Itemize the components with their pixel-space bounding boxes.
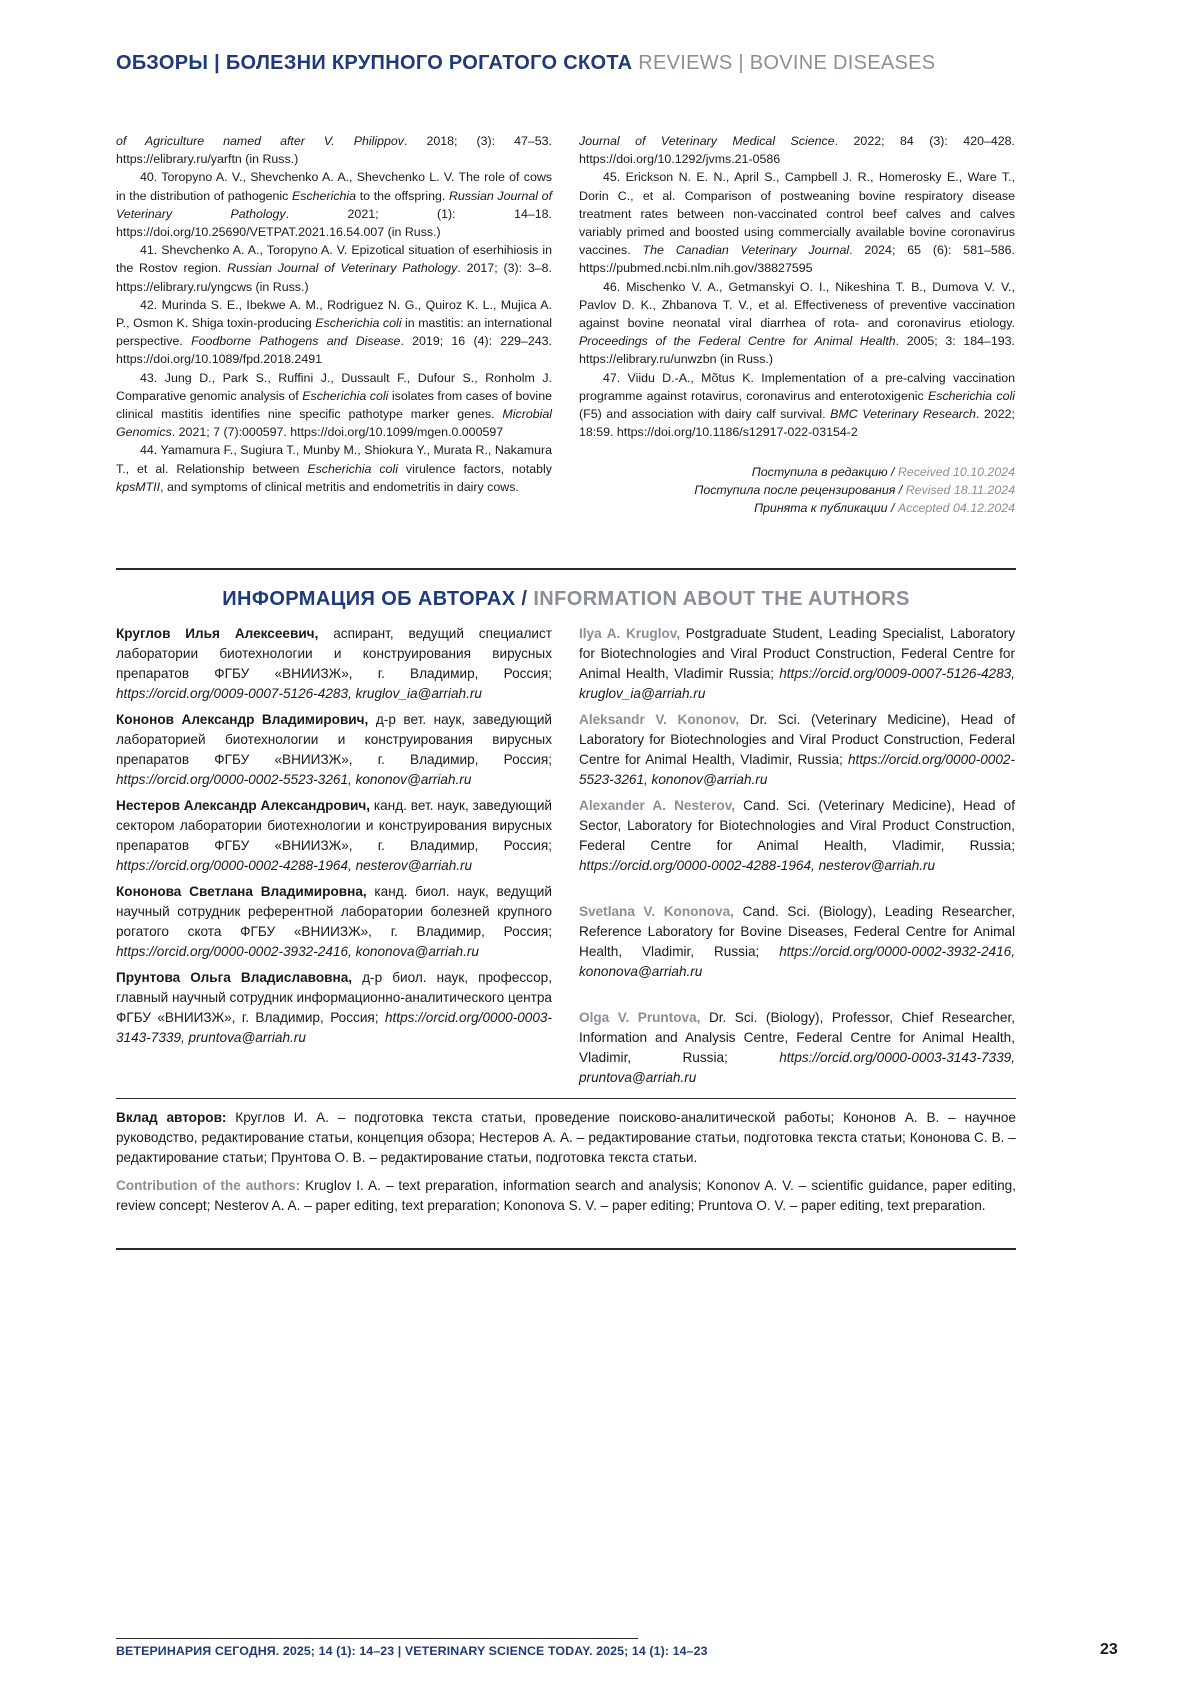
date-received: Поступила в редакцию / Received 10.10.2024 xyxy=(579,463,1015,481)
page-number: 23 xyxy=(1100,1641,1118,1659)
header-section-ru: ОБЗОРЫ | БОЛЕЗНИ КРУПНОГО РОГАТОГО СКОТА xyxy=(116,52,632,74)
authors-ru-column xyxy=(116,624,552,1054)
reference-entry: 44. Yamamura F., Sugiura T., Munby M., Shiokura Y., Murata R., Nakamura T., et al. Relationship between Escherichia coli virulence factors, notably kpsMTII, and symptoms of clinical metritis and endometritis in dairy cows. xyxy=(116,441,552,496)
reference-entry: 43. Jung D., Park S., Ruffini J., Dussault F., Dufour S., Ronholm J. Comparative genomic analysis of Escherichia coli isolates from cases of bovine clinical mastitis identifies nine specific pathotype marker genes. Microbial Genomics. 2021; 7 (7):000597. https://doi.org/10.1099/mgen.0.000597 xyxy=(116,369,552,442)
author-info-ru: Кононов Александр Владимирович, д-р вет. наук, заведующий лабораторией биотехнологии и конструирования вирусных препаратов ФГБУ «ВНИИЗЖ», г. Владимир, Россия; https://orcid.org/0000-0002-5523-3261, kononov@arriah.ru xyxy=(116,710,552,790)
divider xyxy=(116,568,1016,570)
author-info-ru: Круглов Илья Алексеевич, аспирант, ведущий специалист лаборатории биотехнологии и конструирования вирусных препаратов ФГБУ «ВНИИЗЖ», г. Владимир, Россия; https://orcid.org/0009-0007-5126-4283, kruglov_ia@arriah.ru xyxy=(116,624,552,704)
references-left-column xyxy=(116,132,552,496)
footer-divider xyxy=(116,1638,638,1639)
author-info-ru: Кононова Светлана Владимировна, канд. биол. наук, ведущий научный сотрудник референтной лаборатории болезней крупного рогатого скота ФГБУ «ВНИИЗЖ», г. Владимир, Россия; https://orcid.org/0000-0002-3932-2416, kononova@arriah.ru xyxy=(116,882,552,962)
submission-dates xyxy=(579,463,1015,518)
references-right-column xyxy=(579,132,1015,441)
author-info-ru: Прунтова Ольга Владиславовна, д-р биол. наук, профессор, главный научный сотрудник информационно-аналитического центра ФГБУ «ВНИИЗЖ», г. Владимир, Россия; https://orcid.org/0000-0003-3143-7339, pruntova@arriah.ru xyxy=(116,968,552,1048)
reference-entry: 46. Mischenko V. A., Getmanskyi O. I., Nikeshina T. B., Dumova V. V., Pavlov D. K., Zhbanova T. V., et al. Effectiveness of preventive vaccination against bovine neonatal viral diarrhea of rota- and coronavirus etiology. Proceedings of the Federal Centre for Animal Health. 2005; 3: 184–193. https://elibrary.ru/unwzbn (in Russ.) xyxy=(579,278,1015,369)
contribution-ru: Вклад авторов: Круглов И. А. – подготовка текста статьи, проведение поисково-аналитической работы; Кононов А. В. – научное руководство, редактирование статьи, концепция обзора; Нестеров А. А. – редактирование статьи, подготовка текста статьи; Кононова С. В. – редактирование статьи; Прунтова О. В. – редактирование статьи, подготовка текста статьи. xyxy=(116,1108,1016,1168)
reference-entry: 45. Erickson N. E. N., April S., Campbell J. R., Homerosky E., Ware T., Dorin C., et al. Comparison of postweaning bovine respiratory disease treatment rates between non-vaccinated control beef calves and calves variably primed and boosted using commercially available bovine coronavirus vaccines. The Canadian Veterinary Journal. 2024; 65 (6): 581–586. https://pubmed.ncbi.nlm.nih.gov/38827595 xyxy=(579,168,1015,277)
reference-entry: of Agriculture named after V. Philippov. 2018; (3): 47–53. https://elibrary.ru/yarftn (in Russ.) xyxy=(116,132,552,168)
author-info-en: Ilya A. Kruglov, Postgraduate Student, Leading Specialist, Laboratory for Biotechnologies and Viral Product Construction, Federal Centre for Animal Health, Vladimir Russia; https://orcid.org/0009-0007-5126-4283, kruglov_ia@arriah.ru xyxy=(579,624,1015,704)
journal-citation-footer: ВЕТЕРИНАРИЯ СЕГОДНЯ. 2025; 14 (1): 14–23 | VETERINARY SCIENCE TODAY. 2025; 14 (1): 14–23 xyxy=(116,1644,708,1658)
reference-entry: 47. Viidu D.-A., Mõtus K. Implementation of a pre-calving vaccination programme against rotavirus, coronavirus and enterotoxigenic Escherichia coli (F5) and association with dairy calf survival. BMC Veterinary Research. 2022; 18:59. https://doi.org/10.1186/s12917-022-03154-2 xyxy=(579,369,1015,442)
reference-entry: 41. Shevchenko A. A., Toropyno A. V. Epizotical situation of eserhihiosis in the Rostov region. Russian Journal of Veterinary Pathology. 2017; (3): 3–8. https://elibrary.ru/yngcws (in Russ.) xyxy=(116,241,552,296)
author-info-en: Olga V. Pruntova, Dr. Sci. (Biology), Professor, Chief Researcher, Information and Analysis Centre, Federal Centre for Animal Health, Vladimir, Russia; https://orcid.org/0000-0003-3143-7339, pruntova@arriah.ru xyxy=(579,1008,1015,1088)
author-info-en: Svetlana V. Kononova, Cand. Sci. (Biology), Leading Researcher, Reference Laboratory for Bovine Diseases, Federal Centre for Animal Health, Vladimir, Russia; https://orcid.org/0000-0002-3932-2416, kononova@arriah.ru xyxy=(579,902,1015,982)
author-info-en: Aleksandr V. Kononov, Dr. Sci. (Veterinary Medicine), Head of Laboratory for Biotechnologies and Viral Product Construction, Federal Centre for Animal Health, Vladimir, Russia; https://orcid.org/0000-0002-5523-3261, kononov@arriah.ru xyxy=(579,710,1015,790)
running-header xyxy=(116,52,1076,75)
date-revised: Поступила после рецензирования / Revised 18.11.2024 xyxy=(579,481,1015,499)
reference-entry: 40. Toropyno A. V., Shevchenko A. A., Shevchenko L. V. The role of cows in the distribution of pathogenic Escherichia to the offspring. Russian Journal of Veterinary Pathology. 2021; (1): 14–18. https://doi.org/10.25690/VETPAT.2021.16.54.007 (in Russ.) xyxy=(116,168,552,241)
authors-section-title: ИНФОРМАЦИЯ ОБ АВТОРАХ / INFORMATION ABOUT THE AUTHORS xyxy=(116,588,1016,611)
reference-entry: 42. Murinda S. E., Ibekwe A. M., Rodriguez N. G., Quiroz K. L., Mujica A. P., Osmon K. Shiga toxin-producing Escherichia coli in mastitis: an international perspective. Foodborne Pathogens and Disease. 2019; 16 (4): 229–243. https://doi.org/10.1089/fpd.2018.2491 xyxy=(116,296,552,369)
contribution-en: Contribution of the authors: Kruglov I. A. – text preparation, information search and analysis; Kononov A. V. – scientific guidance, paper editing, review concept; Nesterov A. A. – paper editing, text preparation; Kononova S. V. – paper editing; Pruntova O. V. – paper editing, text preparation. xyxy=(116,1176,1016,1216)
date-accepted: Принята к публикации / Accepted 04.12.2024 xyxy=(579,499,1015,517)
author-info-en: Alexander A. Nesterov, Cand. Sci. (Veterinary Medicine), Head of Sector, Laboratory for Biotechnologies and Viral Product Construction, Federal Centre for Animal Health, Vladimir, Russia; https://orcid.org/0000-0002-4288-1964, nesterov@arriah.ru xyxy=(579,796,1015,876)
divider xyxy=(116,1248,1016,1250)
divider xyxy=(116,1098,1016,1099)
header-section-en: REVIEWS | BOVINE DISEASES xyxy=(638,52,935,74)
author-info-ru: Нестеров Александр Александрович, канд. вет. наук, заведующий сектором лаборатории биотехнологии и конструирования вирусных препаратов ФГБУ «ВНИИЗЖ», г. Владимир, Россия; https://orcid.org/0000-0002-4288-1964, nesterov@arriah.ru xyxy=(116,796,552,876)
reference-entry: Journal of Veterinary Medical Science. 2022; 84 (3): 420–428. https://doi.org/10.1292/jvms.21-0586 xyxy=(579,132,1015,168)
authors-en-column xyxy=(579,624,1015,1094)
